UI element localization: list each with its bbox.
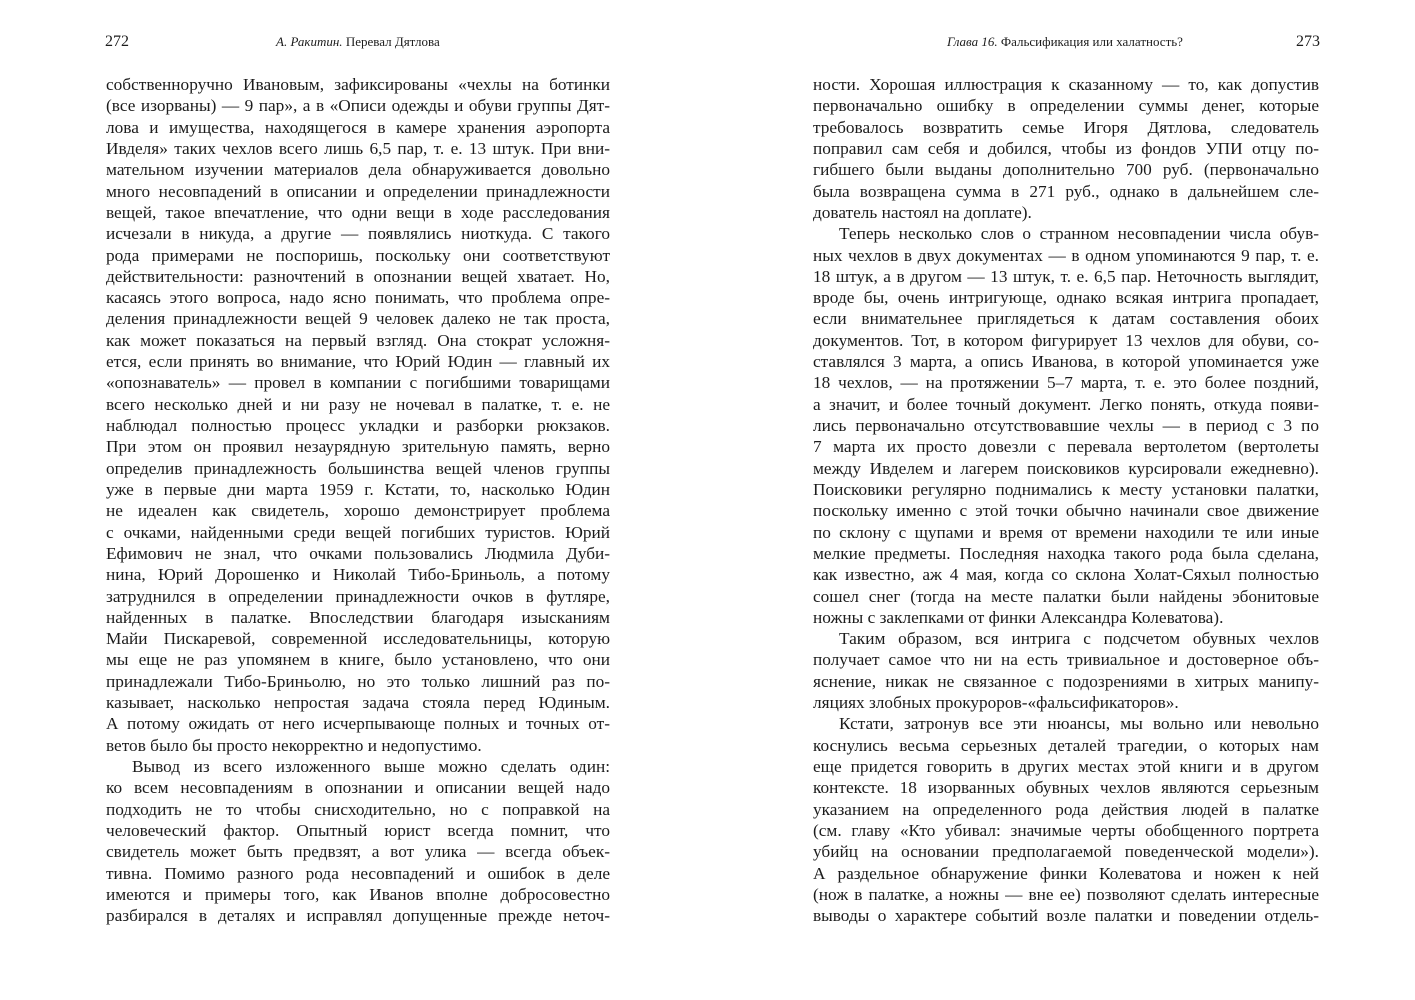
- left-page: [0, 0, 707, 1000]
- text-line: (см. главу «Кто убивал: значимые черты обобщенного портрета: [813, 820, 1319, 840]
- text-line: поправил сам себя и добился, чтобы из фондов УПИ отцу по-: [813, 138, 1319, 158]
- page-number: 273: [1296, 33, 1320, 50]
- text-line: ности. Хорошая иллюстрация к сказанному — то, как допустив: [813, 75, 1319, 94]
- text-line: выводы о характере событий возле палатки и поведении отдель-: [813, 906, 1319, 926]
- text-line: еще придется говорить в других местах этой книги и в другом: [813, 757, 1319, 776]
- text-line: указанием на определенного рода действия людей в палатке: [813, 799, 1319, 819]
- text-line: ножны с заклепками от финки Александра Колеватова).: [813, 607, 1224, 627]
- text-line: поскольку именно с этой точки обычно начинали свое движение: [813, 501, 1319, 521]
- text-line: найденных в палатке. Впоследствии благодаря изысканиям: [106, 607, 610, 627]
- text-line: казывает, насколько непростая задача стояла перед Юдиным.: [106, 693, 610, 713]
- text-line: наблюдал полностью процесс укладки и разборки рюкзаков.: [106, 416, 610, 435]
- left-body-text: [106, 74, 610, 927]
- text-line: как известно, аж 4 мая, когда со склона Холат-Сяхыл полностью: [813, 565, 1319, 585]
- text-line: человеческий фактор. Опытный юрист всегда помнит, что: [106, 820, 610, 840]
- text-line: рода примерами не поспоришь, поскольку они соответствуют: [106, 245, 610, 265]
- text-line: 18 чехлов, — на протяжении 5–7 марта, т. е. это более поздний,: [813, 373, 1319, 393]
- text-line: лова и имущества, находящегося в камере хранения аэропорта: [106, 117, 610, 137]
- text-line: коснулись весьма серьезных деталей трагедии, о которых нам: [813, 735, 1319, 755]
- text-line: вещей, такое впечатление, что одни вещи в ходе расследования: [106, 202, 610, 222]
- page-number-left: [105, 32, 129, 52]
- text-line: много несовпадений в описании и определении принадлежности: [106, 181, 610, 201]
- text-line: подходить не то чтобы снисходительно, но с поправкой на: [106, 799, 610, 819]
- text-line: разбирался в деталях и исправлял допущенные прежде неточ-: [106, 906, 610, 926]
- text-line: 18 штук, а в другом — 13 штук, т. е. 6,5 пар. Неточность выглядит,: [813, 266, 1319, 286]
- text-line: Теперь несколько слов о странном несовпадении числа обув-: [839, 224, 1319, 244]
- text-line: яснение, никак не связанное с подозрениями в хитрых манипу-: [813, 671, 1319, 691]
- text-line: Вывод из всего изложенного выше можно сделать один:: [132, 757, 610, 776]
- text-line: действительности: разночтений в опознании вещей хватает. Но,: [106, 266, 610, 286]
- text-line: мелкие предметы. Последняя находка такого рода была сделана,: [813, 543, 1319, 563]
- right-page: [707, 0, 1415, 1000]
- text-line: деления принадлежности вещей 9 человек далеко не так проста,: [106, 309, 610, 329]
- text-line: как может показаться на первый взгляд. Она стократ усложня-: [106, 330, 610, 350]
- text-line: между Ивделем и лагерем поисковиков курсировали ежедневно).: [813, 458, 1319, 478]
- text-line: мы еще не раз упомянем в книге, было установлено, что они: [106, 650, 610, 670]
- text-line: ко всем несовпадениям в опознании и описании вещей надо: [106, 778, 610, 798]
- text-line: Ивделя» таких чехлов всего лишь 6,5 пар, т. е. 13 штук. При вни-: [106, 138, 610, 158]
- text-line: получает самое что ни на есть тривиальное и достоверное объ-: [813, 650, 1319, 670]
- text-line: исчезали в никуда, а другие — появлялись ниоткуда. С такого: [106, 224, 610, 244]
- text-line: мательном изучении материалов дела обнаруживается довольно: [106, 160, 610, 180]
- text-line: определив принадлежность большинства вещей членов группы: [106, 458, 610, 478]
- text-line: (нож в палатке, а ножны — вне ее) позволяют сделать интересные: [813, 884, 1319, 904]
- running-head-left: [276, 32, 440, 52]
- right-body-text: [813, 74, 1319, 927]
- text-line: лись первоначально отсутствовавшие чехлы — в период с 3 по: [813, 416, 1319, 435]
- text-line: уже в первые дни марта 1959 г. Кстати, то, насколько Юдин: [106, 479, 610, 499]
- text-line: Кстати, затронув все эти нюансы, мы вольно или невольно: [839, 714, 1319, 734]
- text-line: А раздельное обнаружение финки Колеватова и ножен к ней: [813, 863, 1319, 883]
- text-line: первоначально ошибку в определении суммы денег, которые: [813, 96, 1319, 116]
- text-line: При этом он проявил незаурядную зрительную память, верно: [106, 437, 610, 457]
- text-line: сошел снег (тогда на месте палатки были найдены эбонитовые: [813, 586, 1319, 606]
- text-line: ляциях злобных прокуроров-«фальсификаторов».: [813, 693, 1179, 713]
- text-line: ветов было бы просто некорректно и недопустимо.: [106, 735, 482, 755]
- text-line: вроде бы, очень интригующе, однако всякая интрига пропадает,: [813, 288, 1319, 308]
- text-line: контексте. 18 изорванных обувных чехлов являются серьезным: [813, 778, 1319, 798]
- text-line: свидетель может быть предвзят, а вот улика — всегда объек-: [106, 842, 610, 862]
- text-line: (все изорваны) — 9 пар», а в «Описи одежды и обуви группы Дят-: [106, 96, 610, 116]
- text-line: «опознаватель» — провел в компании с погибшими товарищами: [106, 373, 610, 393]
- running-head-title: Перевал Дятлова: [345, 34, 440, 49]
- text-line: документов. Тот, в котором фигурирует 13 чехлов для обуви, со-: [813, 330, 1319, 350]
- running-head-author: А. Ракитин.: [276, 34, 343, 49]
- running-head-right: [947, 32, 1183, 52]
- text-line: 7 марта их просто довезли с перевала вертолетом (вертолеты: [813, 437, 1319, 457]
- text-line: собственноручно Ивановым, зафиксированы «чехлы на ботинки: [106, 75, 610, 94]
- text-line: Поисковики регулярно поднимались к месту установки палатки,: [813, 479, 1319, 499]
- text-line: с очками, найденными среди вещей погибших туристов. Юрий: [106, 522, 610, 542]
- text-line: если внимательнее приглядеться к датам составления обоих: [813, 309, 1319, 329]
- text-line: требовалось возвратить семье Игоря Дятлова, следователь: [813, 117, 1319, 137]
- text-line: была возвращена сумма в 271 руб., однако в дальнейшем сле-: [813, 181, 1319, 201]
- text-line: затруднился в определении принадлежности очков в футляре,: [106, 586, 610, 606]
- text-line: А потому ожидать от него исчерпывающе полных и точных от-: [106, 714, 610, 734]
- text-line: тивна. Помимо разного рода несовпадений и ошибок в деле: [106, 863, 610, 883]
- text-line: Майи Пискаревой, современной исследовательницы, которую: [106, 629, 610, 649]
- running-head-title: Фальсификация или халатность?: [1000, 34, 1183, 49]
- text-line: Ефимович не знал, что очками пользовались Людмила Дуби-: [106, 543, 610, 563]
- text-line: имеются и примеры того, как Иванов вполне добросовестно: [106, 884, 610, 904]
- text-line: Таким образом, вся интрига с подсчетом обувных чехлов: [839, 629, 1319, 649]
- text-line: всего несколько дней и ни разу не ночевал в палатке, т. е. не: [106, 394, 610, 414]
- text-line: касаясь этого вопроса, надо ясно понимать, что проблема опре-: [106, 288, 610, 308]
- text-line: ется, если принять во внимание, что Юрий Юдин — главный их: [106, 352, 610, 372]
- text-line: а значит, и более точный документ. Легко понять, откуда появи-: [813, 394, 1319, 414]
- text-line: не идеален как свидетель, хорошо демонстрирует проблема: [106, 501, 610, 521]
- running-head-chapter: Глава 16.: [947, 34, 998, 49]
- text-line: нина, Юрий Дорошенко и Николай Тибо-Бриньоль, а потому: [106, 565, 610, 585]
- text-line: принадлежали Тибо-Бриньолю, но это только лишний раз по-: [106, 671, 610, 691]
- page-number: 272: [105, 33, 129, 50]
- page-number-right: [1296, 32, 1320, 52]
- text-line: гибшего были выданы дополнительно 700 руб. (первоначально: [813, 160, 1319, 180]
- text-line: дователь настоял на доплате).: [813, 202, 1032, 222]
- text-line: убийц на основании предполагаемой поведенческой модели»).: [813, 842, 1319, 862]
- text-line: ных чехлов в двух документах — в одном упоминаются 9 пар, т. е.: [813, 245, 1319, 265]
- text-line: по склону с щупами и время от времени находили те или иные: [813, 522, 1319, 542]
- text-line: ставлялся 3 марта, а опись Иванова, в которой упоминается уже: [813, 352, 1319, 372]
